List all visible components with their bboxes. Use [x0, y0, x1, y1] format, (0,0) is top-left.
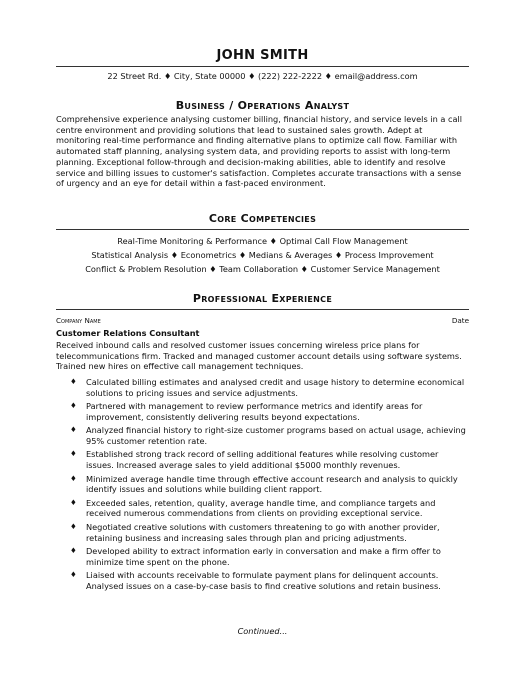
- summary-line: of urgency and an eye for detail within a fast-paced environment.: [56, 178, 326, 189]
- achievement-item: ♦ Negotiated creative solutions with customers threatening to go with another provider, retaining business and increasing sales through plan and pricing adjustments.: [70, 521, 440, 543]
- diamond-bullet-icon: ♦: [70, 497, 77, 507]
- summary-line: planning. Exceptional follow-through and decision-making abilities, able to identify and resolve: [56, 156, 446, 167]
- summary-line: monitoring real-time performance and finding alternative plans to optimize call flow. Familiar with: [56, 135, 458, 146]
- description-line: Trained new hires on effective call management techniques.: [56, 361, 304, 372]
- competency-line: Statistical Analysis ♦ Econometrics ♦ Medians & Averages ♦ Process Improvement: [91, 250, 434, 260]
- description-line: Received inbound calls and resolved customer issues concerning wireless price plans for: [56, 340, 420, 350]
- diamond-bullet-icon: ♦: [70, 521, 77, 531]
- diamond-bullet-icon: ♦: [70, 449, 77, 459]
- diamond-bullet-icon: ♦: [70, 570, 77, 580]
- achievement-item: ♦ Minimized average handle time through effective account research and analysis to quickly identify issues and solutions while building client rapport.: [70, 473, 458, 495]
- competency-line: Real-Time Monitoring & Performance ♦ Optimal Call Flow Management: [117, 236, 408, 246]
- achievement-item: ♦ Partnered with management to review performance metrics and identify areas for improvement, consistently delivering results beyond expectations.: [70, 401, 423, 422]
- competency-line: Conflict & Problem Resolution ♦ Team Collaboration ♦ Customer Service Management: [85, 264, 440, 274]
- employment-date: Date: [451, 316, 469, 325]
- competencies-rule: [56, 229, 469, 230]
- achievement-item: ♦ Calculated billing estimates and analysed credit and usage history to determine economical solutions to pricing issues and service adjustments.: [70, 377, 465, 398]
- summary-line: service and billing issues to customer's satisfaction. Completes accurate transactions with a sense: [56, 167, 462, 178]
- experience-heading: Professional Experience: [192, 292, 333, 305]
- summary-line: automated staff planning, analysing system data, and providing reports to assist with long-term: [56, 146, 451, 157]
- achievement-list: [70, 377, 471, 594]
- resume-title: Business / Operations Analyst: [175, 99, 350, 112]
- company-name: Company Name: [56, 316, 101, 325]
- achievement-item: ♦ Developed ability to extract information early in conversation and make a firm offer to minimize time spent on the phone.: [70, 546, 441, 567]
- contact-line: 22 Street Rd. ♦ City, State 00000 ♦ (222) 222-2222 ♦ email@address.com: [107, 71, 418, 81]
- diamond-bullet-icon: ♦: [70, 546, 77, 556]
- competencies-heading: Core Competencies: [208, 212, 317, 225]
- continued-note: Continued...: [237, 626, 288, 636]
- header-rule: [56, 66, 469, 67]
- description-line: telecommunications firm. Tracked and managed customer account details using software systems.: [56, 350, 462, 361]
- achievement-item: ♦ Exceeded sales, retention, quality, average handle time, and compliance targets and received numerous commendations from clients on providing exceptional service.: [70, 497, 436, 519]
- summary-line: centre environment and providing solutions that lead to sustained sales growth. Adept at: [56, 124, 423, 135]
- achievement-item: ♦ Established strong track record of selling additional features while resolving customer issues. Increased average sales to yield additional $5000 monthly revenues.: [70, 449, 439, 471]
- diamond-bullet-icon: ♦: [70, 377, 77, 386]
- achievement-item: ♦ Liaised with accounts receivable to formulate payment plans for delinquent accounts. Analysed issues on a case-by-case basis to find creative solutions and retain business.: [70, 570, 441, 591]
- diamond-bullet-icon: ♦: [70, 473, 77, 483]
- diamond-bullet-icon: ♦: [70, 401, 77, 411]
- summary-line: Comprehensive experience analysing customer billing, financial history, and service levels in a call: [56, 114, 463, 124]
- summary-paragraph: [56, 114, 469, 189]
- job-description: [56, 340, 469, 372]
- diamond-bullet-icon: ♦: [70, 425, 77, 435]
- experience-rule: [56, 309, 469, 310]
- candidate-name: JOHN SMITH: [216, 48, 309, 63]
- achievement-item: ♦ Analyzed financial history to right-size customer programs based on actual usage, achieving 95% customer retention rate.: [70, 425, 466, 447]
- job-title: Customer Relations Consultant: [56, 328, 200, 338]
